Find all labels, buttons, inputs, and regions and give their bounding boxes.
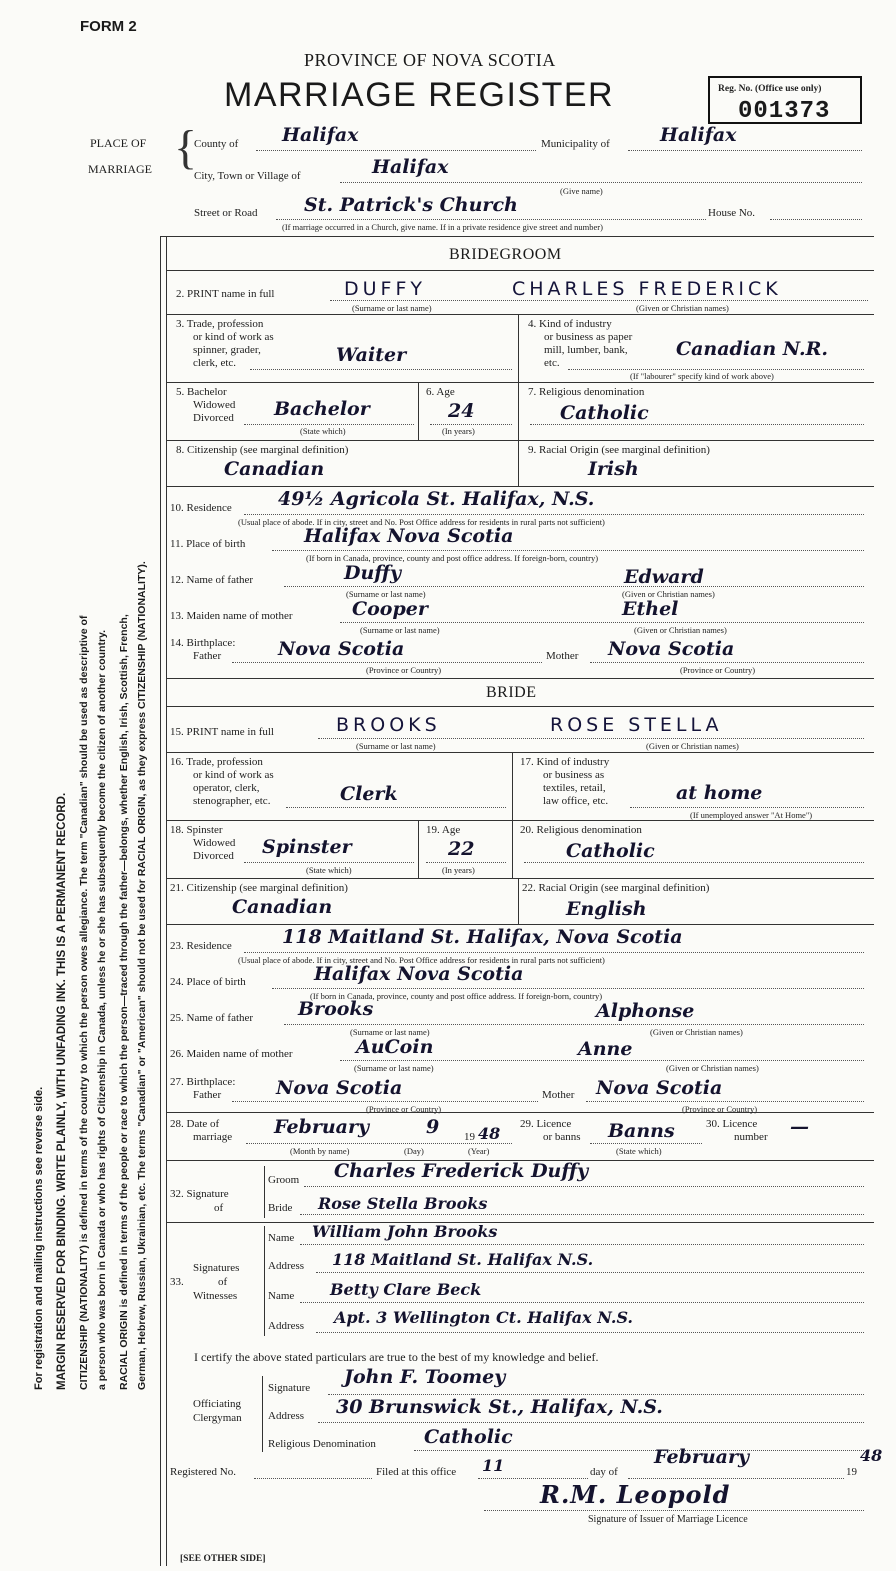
- day-of-line: [628, 1478, 844, 1479]
- form-left-border-inner: [166, 236, 167, 1566]
- bride-age: 22: [448, 838, 475, 860]
- margin-text-6: German, Hebrew, Russian, Ukrainian, etc. The terms "Canadian" or "American" should not be used for RACIAL ORIGIN, as they express CITIZENSHIP (NATIONALITY).: [136, 561, 148, 1390]
- licence-no-label-1: 30. Licence: [706, 1118, 758, 1130]
- bride-name-label: [170, 726, 274, 738]
- groom-citizenship: Canadian: [224, 458, 325, 480]
- groom-row5-div1: [418, 382, 419, 440]
- bride-father-given-cap: (Given or Christian names): [650, 1027, 743, 1037]
- clergy-sig-line: [328, 1394, 864, 1395]
- w1-address-line: [316, 1272, 864, 1273]
- groom-signature: Charles Frederick Duffy: [334, 1160, 589, 1182]
- marriage-day: 9: [426, 1116, 440, 1138]
- house-line: [770, 219, 862, 220]
- w2-name-line: [300, 1302, 864, 1303]
- groom-name-label-text: 2. PRINT name in full: [176, 288, 275, 300]
- bride-industry-label-4: law office, etc.: [543, 795, 609, 807]
- issuer-caption: Signature of Issuer of Marriage Licence: [588, 1514, 748, 1525]
- witness1-address: 118 Maitland St. Halifax N.S.: [332, 1250, 594, 1269]
- groom-trade-label-4: clerk, etc.: [193, 357, 237, 369]
- bride-citizenship-label: 21. Citizenship (see marginal definition): [170, 882, 348, 894]
- bride-mother-given-cap: (Given or Christian names): [666, 1063, 759, 1073]
- bride-residence-label: 23. Residence: [170, 940, 232, 952]
- groom-age-line: [430, 424, 512, 425]
- bride-racial-label: 22. Racial Origin (see marginal definition): [522, 882, 710, 894]
- bride-status-label-1: 18. Spinster: [170, 824, 223, 836]
- marriage-year-prefix: 19: [464, 1131, 475, 1143]
- month-caption: (Month by name): [290, 1146, 350, 1156]
- margin-text-5: RACIAL ORIGIN is defined in terms of the people or race to which the person—traced through the father—belongs, whether English, Irish, Scottish, French,: [118, 614, 130, 1390]
- groom-industry-note: (If "labourer" specify kind of work above): [630, 371, 774, 381]
- bride-given-names: ROSE STELLA: [550, 714, 723, 736]
- licence-label-1: 29. Licence: [520, 1118, 572, 1130]
- brace-symbol: {: [174, 121, 198, 174]
- bride-father-bp-line: [232, 1101, 538, 1102]
- city-line: [340, 182, 862, 183]
- issuer-line: [484, 1510, 864, 1511]
- municipality-line: [628, 150, 862, 151]
- bride-residence-note: (Usual place of abode. If in city, street and No. Post Office address for residents in rural parts not sufficient): [238, 955, 605, 965]
- groom-surname: DUFFY: [344, 278, 427, 300]
- bride-trade-label-4: stenographer, etc.: [193, 795, 271, 807]
- w1-address-label: Address: [268, 1260, 305, 1272]
- w2-address-label: Address: [268, 1320, 305, 1332]
- groom-religion-label: 7. Religious denomination: [528, 386, 645, 398]
- groom-father-bp-label: Father: [193, 650, 222, 662]
- groom-mother-bp-cap: (Province or Country): [680, 665, 756, 675]
- groom-row3-top: [166, 314, 874, 315]
- bride-father-label: 25. Name of father: [170, 1012, 254, 1024]
- groom-trade-line: [250, 369, 512, 370]
- groom-header-rule: [166, 270, 874, 271]
- bride-surname: BROOKS: [336, 714, 441, 736]
- year-caption: (Year): [468, 1146, 490, 1156]
- clergy-signature: John F. Toomey: [344, 1366, 506, 1388]
- bride-header-top: [166, 678, 874, 679]
- groom-residence: 49½ Agricola St. Halifax, N.S.: [278, 488, 595, 510]
- groom-age-caption: (In years): [442, 426, 475, 436]
- licence-number: —: [790, 1116, 809, 1138]
- groom-mother-surname: Cooper: [352, 598, 428, 620]
- bride-status: Spinster: [262, 836, 352, 858]
- clergy-address: 30 Brunswick St., Halifax, N.S.: [336, 1396, 663, 1418]
- bride-birth-note: (If born in Canada, province, county and post office address. If foreign-born, country): [310, 991, 603, 1001]
- clergy-bracket: [262, 1376, 263, 1452]
- groom-racial-label: 9. Racial Origin (see marginal definition): [528, 444, 710, 456]
- bride-mother-bp-line: [586, 1101, 864, 1102]
- clergy-denom-line: [414, 1450, 864, 1451]
- groom-father-line: [284, 586, 864, 587]
- footer-year-prefix: 19: [846, 1466, 857, 1478]
- groom-industry-label-4: etc.: [544, 357, 560, 369]
- witness-row-top: [166, 1222, 874, 1223]
- bride-age-label: 19. Age: [426, 824, 461, 836]
- margin-text-2: MARGIN RESERVED FOR BINDING. WRITE PLAINLY, WITH UNFADING INK. THIS IS A PERMANENT RECORD.: [56, 792, 68, 1390]
- groom-father-label: 12. Name of father: [170, 574, 254, 586]
- groom-trade-label-3: spinner, grader,: [193, 344, 261, 356]
- clergy-denom-label: Religious Denomination: [268, 1438, 376, 1450]
- clergy-sig-label: Signature: [268, 1382, 311, 1394]
- groom-name-label: [176, 288, 274, 300]
- marriage-month: February: [274, 1116, 370, 1138]
- witness-num: 33.: [170, 1276, 184, 1288]
- street-line: [276, 219, 706, 220]
- clergy-denomination: Catholic: [424, 1426, 513, 1448]
- groom-mother-given: Ethel: [622, 598, 679, 620]
- licence-line: [590, 1143, 702, 1144]
- bride-industry-label-2: or business as: [543, 769, 605, 781]
- filed-month: February: [654, 1446, 750, 1468]
- day-caption: (Day): [404, 1146, 424, 1156]
- bride-mother-bp-label: Mother: [542, 1089, 575, 1101]
- bride-trade: Clerk: [340, 783, 398, 805]
- bride-industry-label-3: textiles, retail,: [543, 782, 606, 794]
- bride-sig-label: Bride: [268, 1202, 293, 1214]
- place-label-2: MARRIAGE: [88, 162, 153, 176]
- bride-mother-bp-cap: (Province or Country): [682, 1104, 758, 1114]
- groom-industry-label-3: mill, lumber, bank,: [544, 344, 628, 356]
- bride-father-bp-cap: (Province or Country): [366, 1104, 442, 1114]
- groom-sig-line: [304, 1186, 864, 1187]
- groom-state-caption: (State which): [300, 426, 346, 436]
- day-of-label: day of: [590, 1466, 618, 1478]
- groom-row8-div: [518, 440, 519, 486]
- bride-industry: at home: [676, 782, 763, 804]
- bride-age-line: [426, 862, 506, 863]
- groom-status-label-1: 5. Bachelor: [176, 386, 227, 398]
- groom-name-line: [330, 300, 868, 301]
- witness2-address: Apt. 3 Wellington Ct. Halifax N.S.: [334, 1308, 633, 1327]
- groom-given-caption: (Given or Christian names): [636, 303, 729, 313]
- bride-mother-label: 26. Maiden name of mother: [170, 1048, 293, 1060]
- groom-father-bp-line: [232, 662, 542, 663]
- bride-religion: Catholic: [566, 840, 655, 862]
- bride-state-caption: (State which): [306, 865, 352, 875]
- bride-mother-surname: AuCoin: [356, 1036, 434, 1058]
- groom-mother-bp: Nova Scotia: [608, 638, 735, 660]
- witness-label-2: of: [218, 1276, 228, 1288]
- licence-label-2: or banns: [543, 1131, 581, 1143]
- bride-father-line: [284, 1024, 864, 1025]
- date-label-1: 28. Date of: [170, 1118, 220, 1130]
- issuer-signature: R.M. Leopold: [540, 1480, 731, 1509]
- bride-status-label-3: Divorced: [193, 850, 234, 862]
- bride-header-rule: [166, 706, 874, 707]
- bride-residence-line: [244, 952, 864, 953]
- bride-industry-note: (If unemployed answer "At Home"): [690, 810, 813, 820]
- bride-citizenship: Canadian: [232, 896, 333, 918]
- groom-father-surname: Duffy: [344, 562, 402, 584]
- bride-row23-top: [166, 924, 874, 925]
- form-left-border: [160, 236, 161, 1566]
- clergy-addr-line: [318, 1422, 864, 1423]
- groom-given-names: CHARLES FREDERICK: [512, 278, 782, 300]
- groom-status-label-3: Divorced: [193, 412, 234, 424]
- city-value: Halifax: [372, 156, 449, 178]
- bride-residence: 118 Maitland St. Halifax, Nova Scotia: [282, 926, 683, 948]
- groom-birthplace-line: [272, 550, 864, 551]
- bride-religion-label: 20. Religious denomination: [520, 824, 642, 836]
- groom-mother-bp-line: [590, 662, 864, 663]
- registered-line: [254, 1478, 372, 1479]
- clergy-label-2: Clergyman: [193, 1412, 242, 1424]
- groom-trade: Waiter: [336, 344, 407, 366]
- groom-trade-label-1: 3. Trade, profession: [176, 318, 264, 330]
- bride-religion-line: [524, 862, 864, 863]
- bride-father-given: Alphonse: [596, 1000, 695, 1022]
- bride-sig-line: [300, 1214, 864, 1215]
- groom-bp-label: 14. Birthplace:: [170, 637, 236, 649]
- bride-bp-label: 27. Birthplace:: [170, 1076, 236, 1088]
- witness-label-1: Signatures: [193, 1262, 240, 1274]
- bride-signature: Rose Stella Brooks: [318, 1194, 488, 1213]
- groom-row10-top: [166, 486, 874, 487]
- certify-statement: I certify the above stated particulars are true to the best of my knowledge and belief.: [194, 1350, 599, 1364]
- bride-mother-surname-cap: (Surname or last name): [354, 1063, 434, 1073]
- groom-racial: Irish: [588, 458, 639, 480]
- city-label: City, Town or Village of: [194, 170, 301, 182]
- bride-trade-line: [286, 807, 506, 808]
- marriage-row-top: [166, 1112, 874, 1113]
- groom-trade-label-2: or kind of work as: [193, 331, 274, 343]
- groom-industry-label-1: 4. Kind of industry: [528, 318, 612, 330]
- sig-bracket: [264, 1166, 265, 1218]
- street-note: (If marriage occurred in a Church, give name. If in a private residence give street and number): [282, 222, 603, 232]
- w1-name-label: Name: [268, 1232, 295, 1244]
- bride-name-label-text: 15. PRINT name in full: [170, 726, 274, 738]
- bride-mother-line: [340, 1060, 864, 1061]
- groom-father-given-cap: (Given or Christian names): [622, 589, 715, 599]
- county-label: County of: [194, 138, 239, 150]
- bride-mother-given: Anne: [578, 1038, 633, 1060]
- groom-industry: Canadian N.R.: [676, 338, 828, 360]
- bride-row21-div: [518, 878, 519, 924]
- groom-row8-top: [166, 440, 874, 441]
- groom-age: 24: [448, 400, 475, 422]
- registered-label: Registered No.: [170, 1466, 236, 1478]
- groom-row5-top: [166, 382, 874, 383]
- w2-address-line: [316, 1332, 864, 1333]
- section-bridegroom: BRIDEGROOM: [449, 246, 562, 263]
- groom-row3-divider: [518, 314, 519, 382]
- groom-mother-given-cap: (Given or Christian names): [634, 625, 727, 635]
- bride-birthplace-label: 24. Place of birth: [170, 976, 246, 988]
- bride-birthplace-line: [272, 988, 864, 989]
- province-heading: PROVINCE OF NOVA SCOTIA: [304, 50, 556, 70]
- form-label: FORM 2: [80, 18, 137, 35]
- bride-row18-div1: [418, 820, 419, 878]
- groom-row5-div2: [518, 382, 519, 440]
- groom-father-bp-cap: (Province or Country): [366, 665, 442, 675]
- bride-row18-div2: [512, 820, 513, 878]
- groom-birth-note: (If born in Canada, province, county and post office address. If foreign-born, country): [306, 553, 599, 563]
- bride-racial: English: [566, 898, 647, 920]
- bride-father-surname-cap: (Surname or last name): [350, 1027, 430, 1037]
- bride-father-surname: Brooks: [298, 998, 374, 1020]
- groom-sig-label: Groom: [268, 1174, 300, 1186]
- groom-citizenship-label: 8. Citizenship (see marginal definition): [176, 444, 349, 456]
- reg-number-box: [708, 76, 862, 124]
- groom-age-label: 6. Age: [426, 386, 455, 398]
- reg-number: 001373: [738, 98, 831, 125]
- section-bride: BRIDE: [486, 684, 537, 701]
- bride-status-line: [244, 862, 414, 863]
- groom-mother-line: [340, 622, 864, 623]
- bride-age-caption: (In years): [442, 865, 475, 875]
- witness-bracket: [264, 1226, 265, 1336]
- w2-name-label: Name: [268, 1290, 295, 1302]
- bride-row16-div: [512, 752, 513, 820]
- groom-residence-line: [244, 514, 864, 515]
- licence-caption: (State which): [616, 1146, 662, 1156]
- groom-residence-label: 10. Residence: [170, 502, 232, 514]
- bride-mother-bp: Nova Scotia: [596, 1077, 723, 1099]
- clergy-addr-label: Address: [268, 1410, 305, 1422]
- house-label: House No.: [708, 207, 756, 219]
- bride-row18-top: [166, 820, 874, 821]
- groom-industry-line: [568, 369, 864, 370]
- see-other-side: [SEE OTHER SIDE]: [180, 1554, 266, 1564]
- bride-father-bp-label: Father: [193, 1089, 222, 1101]
- county-value: Halifax: [282, 124, 359, 146]
- groom-status-label-2: Widowed: [193, 399, 236, 411]
- groom-birthplace-label: 11. Place of birth: [170, 538, 246, 550]
- bride-birthplace: Halifax Nova Scotia: [314, 963, 524, 985]
- groom-father-bp: Nova Scotia: [278, 638, 405, 660]
- bride-trade-label-3: operator, clerk,: [193, 782, 260, 794]
- w1-name-line: [300, 1244, 864, 1245]
- groom-mother-label: 13. Maiden name of mother: [170, 610, 293, 622]
- filed-day: 11: [482, 1456, 505, 1475]
- form-top-border: [160, 236, 874, 237]
- footer-year: 48: [860, 1446, 883, 1465]
- sig-label-1: 32. Signature: [170, 1188, 229, 1200]
- bride-row16-top: [166, 752, 874, 753]
- street-value: St. Patrick's Church: [304, 194, 518, 216]
- street-label: Street or Road: [194, 207, 258, 219]
- place-label-1: PLACE OF: [90, 136, 147, 150]
- licence-type: Banns: [608, 1120, 675, 1142]
- marriage-year: 48: [478, 1124, 501, 1143]
- witness2-name: Betty Clare Beck: [330, 1280, 482, 1299]
- margin-text-3: CITIZENSHIP (NATIONALITY) is defined in terms of the country to which the person owes allegiance. The term "Canadian" should be used as descriptive of: [78, 615, 90, 1390]
- groom-birthplace: Halifax Nova Scotia: [304, 525, 514, 547]
- filed-line: [478, 1478, 588, 1479]
- page-title: MARRIAGE REGISTER: [224, 76, 615, 114]
- licence-no-label-2: number: [734, 1131, 768, 1143]
- give-name-caption: (Give name): [560, 186, 603, 196]
- bride-status-label-2: Widowed: [193, 837, 236, 849]
- filed-label: Filed at this office: [376, 1466, 457, 1478]
- groom-status-line: [244, 424, 414, 425]
- bride-trade-label-1: 16. Trade, profession: [170, 756, 263, 768]
- bride-given-caption: (Given or Christian names): [646, 741, 739, 751]
- bride-industry-line: [630, 807, 864, 808]
- bride-trade-label-2: or kind of work as: [193, 769, 274, 781]
- groom-surname-caption: (Surname or last name): [352, 303, 432, 313]
- date-line: [246, 1143, 512, 1144]
- bride-row21-top: [166, 878, 874, 879]
- date-label-2: marriage: [193, 1131, 233, 1143]
- margin-text-4: a person who was born in Canada or who has rights of Citizenship in Canada, unless he or she has subsequently become the citizen of another country.: [96, 629, 108, 1390]
- groom-religion-line: [530, 424, 864, 425]
- groom-residence-note: (Usual place of abode. If in city, street and No. Post Office address for residents in rural parts not sufficient): [238, 517, 605, 527]
- bride-industry-label-1: 17. Kind of industry: [520, 756, 610, 768]
- groom-father-surname-cap: (Surname or last name): [346, 589, 426, 599]
- bride-surname-caption: (Surname or last name): [356, 741, 436, 751]
- margin-text-1: For registration and mailing instructions see reverse side.: [33, 1086, 45, 1390]
- bride-father-bp: Nova Scotia: [276, 1077, 403, 1099]
- reg-number-label: Reg. No. (Office use only): [718, 84, 822, 94]
- witness1-name: William John Brooks: [312, 1222, 498, 1241]
- groom-status: Bachelor: [274, 398, 370, 420]
- witness-label-3: Witnesses: [193, 1290, 238, 1302]
- county-line: [256, 150, 536, 151]
- groom-religion: Catholic: [560, 402, 649, 424]
- groom-father-given: Edward: [624, 566, 704, 588]
- municipality-value: Halifax: [660, 124, 737, 146]
- clergy-label-1: Officiating: [193, 1398, 242, 1410]
- groom-mother-surname-cap: (Surname or last name): [360, 625, 440, 635]
- bride-name-line: [318, 738, 864, 739]
- sig-label-2: of: [214, 1202, 224, 1214]
- groom-mother-bp-label: Mother: [546, 650, 579, 662]
- groom-industry-label-2: or business as paper: [544, 331, 633, 343]
- municipality-label: Municipality of: [541, 138, 610, 150]
